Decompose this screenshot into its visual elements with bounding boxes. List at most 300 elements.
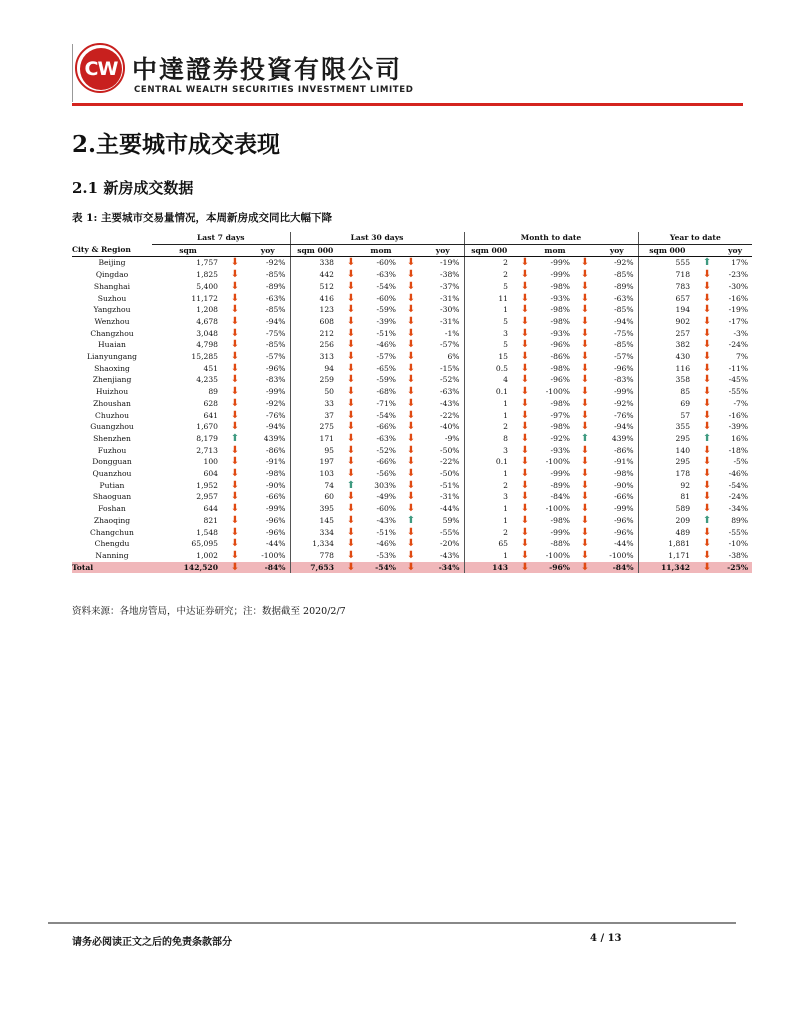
cell-mtd-mom: -86%: [550, 352, 570, 362]
cell-ytd-sqm: 382: [675, 340, 691, 350]
cell-l7-sqm: 2,957: [196, 492, 218, 502]
cell-mtd-yoy: 439%: [596, 433, 638, 445]
arrow-down-icon: ⬇: [520, 339, 530, 351]
cell-l30-mom: -60%: [376, 293, 396, 303]
cell-l30-mom: -71%: [376, 398, 396, 408]
cell-l30-mom: -52%: [376, 445, 396, 455]
cell-l30-sqm: 94: [324, 363, 334, 373]
arrow-up-icon: ⬆: [230, 432, 240, 444]
arrow-down-icon: ⬇: [580, 503, 590, 515]
table-row: [72, 293, 752, 305]
arrow-down-icon: ⬇: [406, 409, 416, 421]
cell-l7-sqm: 641: [203, 410, 218, 420]
cell-mtd-sqm: 3: [503, 492, 508, 502]
arrow-down-icon: ⬇: [520, 292, 530, 304]
cell-mtd-sqm: 2: [503, 270, 508, 280]
cell-l30-yoy: -22%: [422, 410, 464, 422]
cell-mtd-sqm: 2: [503, 258, 508, 268]
cell-mtd-yoy: -92%: [596, 257, 638, 269]
cell-mtd-sqm: 1: [503, 550, 508, 560]
cell-mtd-sqm: 5: [503, 316, 508, 326]
cell-ytd-yoy: -16%: [728, 293, 749, 303]
arrow-down-icon: ⬇: [230, 468, 240, 480]
arrow-down-icon: ⬇: [346, 292, 356, 304]
arrow-down-icon: ⬇: [406, 327, 416, 339]
arrow-down-icon: ⬇: [230, 479, 240, 491]
cell-mtd-mom: -89%: [550, 480, 570, 490]
cell-l7-sqm: 628: [203, 398, 218, 408]
cell-ytd-yoy: -55%: [728, 527, 749, 537]
arrow-down-icon: ⬇: [346, 432, 356, 444]
cell-l30-yoy: -55%: [422, 527, 464, 539]
arrow-down-icon: ⬇: [520, 386, 530, 398]
arrow-down-icon: ⬇: [580, 549, 590, 561]
cell-l30-sqm: 33: [324, 398, 334, 408]
cell-l7-sqm: 65,095: [191, 539, 218, 549]
arrow-down-icon: ⬇: [406, 491, 416, 503]
header-rule: [72, 103, 743, 106]
arrow-down-icon: ⬇: [520, 257, 530, 269]
table-row: [72, 281, 752, 293]
cell-ytd-sqm: 902: [675, 316, 691, 326]
group-header-last-7-days: Last 7 days: [152, 232, 290, 244]
table-row: [72, 503, 752, 515]
company-name-en: CENTRAL WEALTH SECURITIES INVESTMENT LIMITED: [134, 85, 414, 95]
arrow-down-icon: ⬇: [580, 526, 590, 538]
cell-l30-mom: -46%: [376, 539, 396, 549]
cell-ytd-sqm: 489: [675, 527, 691, 537]
table-row: [72, 257, 752, 269]
cell-ytd-sqm: 140: [675, 445, 691, 455]
arrow-down-icon: ⬇: [340, 562, 362, 574]
cell-l30-sqm: 50: [324, 387, 334, 397]
arrow-down-icon: ⬇: [406, 479, 416, 491]
header-l30-yoy: yoy: [422, 244, 464, 257]
cell-l30-yoy: -22%: [422, 456, 464, 468]
table-row: [72, 550, 752, 562]
cell-l7-yoy: -83%: [246, 374, 290, 386]
cell-mtd-mom: -93%: [550, 293, 570, 303]
cell-l7-yoy: -91%: [246, 456, 290, 468]
cell-mtd-mom: -99%: [550, 469, 570, 479]
cell-mtd-mom: -99%: [550, 270, 570, 280]
cell-ytd-yoy: -46%: [728, 469, 749, 479]
arrow-down-icon: ⬇: [406, 351, 416, 363]
cell-mtd-yoy: -91%: [596, 456, 638, 468]
cell-l30-mom: -59%: [376, 375, 396, 385]
header-l7-sqm: sqm: [152, 244, 224, 257]
cell-l30-sqm: 778: [319, 550, 334, 560]
cell-mtd-sqm: 11: [498, 293, 508, 303]
arrow-down-icon: ⬇: [230, 386, 240, 398]
cell-mtd-yoy: -98%: [596, 468, 638, 480]
cell-l7-sqm: 4,798: [196, 340, 218, 350]
arrow-down-icon: ⬇: [406, 386, 416, 398]
cell-mtd-mom: -100%: [545, 457, 570, 467]
cell-ytd-sqm: 178: [675, 469, 691, 479]
arrow-down-icon: ⬇: [580, 315, 590, 327]
cell-ytd-sqm: 257: [675, 328, 691, 338]
cell-ytd-yoy: -39%: [728, 422, 749, 432]
header-divider: [72, 44, 73, 102]
group-header-last-30-days: Last 30 days: [290, 232, 464, 244]
arrow-down-icon: ⬇: [406, 421, 416, 433]
arrow-down-icon: ⬇: [406, 549, 416, 561]
arrow-down-icon: ⬇: [406, 456, 416, 468]
company-logo: CW: [80, 48, 122, 90]
cell-mtd-mom: -99%: [550, 527, 570, 537]
cell-mtd-mom: -93%: [550, 328, 570, 338]
arrow-down-icon: ⬇: [580, 421, 590, 433]
cell-l30-yoy: -50%: [422, 468, 464, 480]
table-sub-header: [72, 244, 752, 257]
table-row: [72, 480, 752, 492]
cell-l30-sqm: 74: [324, 480, 334, 490]
arrow-down-icon: ⬇: [702, 526, 712, 538]
cell-ytd-yoy: -25%: [718, 562, 752, 574]
cell-mtd-sqm: 5: [503, 340, 508, 350]
arrow-down-icon: ⬇: [346, 315, 356, 327]
cell-mtd-yoy: -100%: [596, 550, 638, 562]
cell-l7-yoy: -57%: [246, 351, 290, 363]
cell-l7-sqm: 451: [203, 363, 218, 373]
arrow-down-icon: ⬇: [406, 315, 416, 327]
cell-mtd-yoy: -99%: [596, 503, 638, 515]
section-title: 2.主要城市成交表现: [72, 131, 281, 158]
cell-ytd-yoy: -19%: [728, 305, 749, 315]
cell-l7-sqm: 1,208: [196, 305, 218, 315]
arrow-down-icon: ⬇: [580, 374, 590, 386]
cell-ytd-sqm: 116: [675, 363, 691, 373]
cell-l7-yoy: 439%: [246, 433, 290, 445]
cell-ytd-yoy: -23%: [728, 270, 749, 280]
arrow-down-icon: ⬇: [514, 562, 536, 574]
cell-l30-yoy: -43%: [422, 398, 464, 410]
arrow-down-icon: ⬇: [520, 456, 530, 468]
cell-l7-yoy: -85%: [246, 339, 290, 351]
cell-l30-sqm: 1,334: [312, 539, 334, 549]
cell-l30-sqm: 123: [319, 305, 334, 315]
arrow-down-icon: ⬇: [580, 351, 590, 363]
arrow-down-icon: ⬇: [520, 479, 530, 491]
arrow-down-icon: ⬇: [702, 374, 712, 386]
arrow-down-icon: ⬇: [702, 339, 712, 351]
city-name: Qingdao: [95, 270, 129, 280]
cell-l30-yoy: -31%: [422, 491, 464, 503]
cell-l30-sqm: 442: [319, 270, 334, 280]
cell-l30-sqm: 395: [319, 504, 334, 514]
arrow-down-icon: ⬇: [520, 538, 530, 550]
arrow-down-icon: ⬇: [230, 526, 240, 538]
cell-l7-yoy: -90%: [246, 480, 290, 492]
arrow-down-icon: ⬇: [580, 362, 590, 374]
cell-l30-sqm: 103: [319, 469, 334, 479]
arrow-down-icon: ⬇: [230, 327, 240, 339]
header-ytd-sqm: sqm 000: [638, 244, 696, 257]
cell-mtd-sqm: 2: [503, 480, 508, 490]
cell-l7-yoy: -96%: [246, 527, 290, 539]
cell-mtd-sqm: 0.1: [495, 387, 508, 397]
cell-l30-sqm: 171: [319, 433, 334, 443]
cell-ytd-sqm: 295: [675, 433, 691, 443]
cell-ytd-yoy: -5%: [733, 457, 749, 467]
arrow-down-icon: ⬇: [346, 444, 356, 456]
arrow-down-icon: ⬇: [580, 444, 590, 456]
cell-ytd-yoy: -3%: [733, 328, 749, 338]
cell-ytd-yoy: -17%: [728, 316, 749, 326]
city-name: Zhenjiang: [92, 375, 132, 385]
cell-mtd-sqm: 4: [503, 375, 508, 385]
cell-ytd-sqm: 1,881: [668, 539, 691, 549]
cell-mtd-mom: -97%: [550, 410, 570, 420]
cell-ytd-sqm: 295: [675, 457, 691, 467]
arrow-down-icon: ⬇: [702, 491, 712, 503]
table-row: [72, 374, 752, 386]
cell-mtd-sqm: 1: [503, 398, 508, 408]
cell-l7-sqm: 644: [203, 504, 218, 514]
table-row: [72, 421, 752, 433]
cell-l7-yoy: -96%: [246, 515, 290, 527]
cell-mtd-mom: -98%: [550, 398, 570, 408]
cell-mtd-yoy: -86%: [596, 445, 638, 457]
cell-l7-sqm: 142,520: [152, 562, 224, 574]
cell-l30-mom: -66%: [376, 422, 396, 432]
cell-mtd-yoy: -92%: [596, 398, 638, 410]
cell-l7-yoy: -84%: [246, 562, 290, 574]
arrow-down-icon: ⬇: [580, 409, 590, 421]
cell-mtd-sqm: 0.1: [495, 457, 508, 467]
arrow-down-icon: ⬇: [346, 538, 356, 550]
arrow-down-icon: ⬇: [400, 562, 422, 574]
cell-l30-yoy: -19%: [422, 257, 464, 269]
arrow-down-icon: ⬇: [580, 538, 590, 550]
cell-ytd-sqm: 69: [680, 398, 691, 408]
cell-l30-mom: -60%: [376, 504, 396, 514]
cell-l30-sqm: 145: [319, 515, 334, 525]
city-name: Huizhou: [95, 387, 129, 397]
cell-ytd-yoy: -24%: [728, 492, 749, 502]
arrow-down-icon: ⬇: [702, 397, 712, 409]
header-mtd-mom: mom: [536, 244, 574, 257]
cell-l30-yoy: -43%: [422, 550, 464, 562]
cell-mtd-yoy: -76%: [596, 410, 638, 422]
arrow-down-icon: ⬇: [580, 456, 590, 468]
arrow-down-icon: ⬇: [346, 374, 356, 386]
cell-ytd-yoy: -24%: [728, 340, 749, 350]
table-row: [72, 328, 752, 340]
arrow-down-icon: ⬇: [702, 549, 712, 561]
cell-mtd-yoy: -89%: [596, 281, 638, 293]
header-mtd-sqm: sqm 000: [464, 244, 514, 257]
cell-ytd-yoy: 89%: [731, 515, 749, 525]
cell-l30-mom: -60%: [376, 258, 396, 268]
arrow-up-icon: ⬆: [406, 514, 416, 526]
arrow-down-icon: ⬇: [230, 444, 240, 456]
cell-l30-mom: -43%: [376, 515, 396, 525]
arrow-down-icon: ⬇: [702, 444, 712, 456]
cell-l7-yoy: -92%: [246, 257, 290, 269]
arrow-down-icon: ⬇: [346, 549, 356, 561]
arrow-down-icon: ⬇: [520, 397, 530, 409]
cell-l30-yoy: -30%: [422, 304, 464, 316]
cell-mtd-sqm: 1: [503, 515, 508, 525]
cell-mtd-yoy: -96%: [596, 527, 638, 539]
cell-l7-sqm: 5,400: [196, 281, 218, 291]
arrow-down-icon: ⬇: [406, 538, 416, 550]
arrow-down-icon: ⬇: [406, 362, 416, 374]
arrow-down-icon: ⬇: [520, 491, 530, 503]
cell-l7-sqm: 2,713: [196, 445, 218, 455]
arrow-down-icon: ⬇: [406, 526, 416, 538]
arrow-down-icon: ⬇: [580, 397, 590, 409]
city-name: Changzhou: [90, 328, 134, 338]
table-row: [72, 316, 752, 328]
arrow-down-icon: ⬇: [346, 269, 356, 281]
arrow-down-icon: ⬇: [580, 257, 590, 269]
arrow-down-icon: ⬇: [406, 304, 416, 316]
cell-ytd-yoy: -11%: [728, 363, 749, 373]
cell-mtd-mom: -98%: [550, 515, 570, 525]
arrow-down-icon: ⬇: [406, 444, 416, 456]
cell-l7-yoy: -98%: [246, 468, 290, 480]
arrow-down-icon: ⬇: [230, 491, 240, 503]
cell-ytd-sqm: 81: [680, 492, 691, 502]
arrow-down-icon: ⬇: [520, 514, 530, 526]
cell-ytd-yoy: -38%: [728, 550, 749, 560]
cell-l30-yoy: -15%: [422, 363, 464, 375]
cell-l30-yoy: -44%: [422, 503, 464, 515]
arrow-down-icon: ⬇: [230, 409, 240, 421]
arrow-down-icon: ⬇: [406, 432, 416, 444]
table-row: [72, 515, 752, 527]
cell-l30-yoy: -52%: [422, 374, 464, 386]
arrow-up-icon: ⬆: [702, 432, 712, 444]
arrow-up-icon: ⬆: [702, 514, 712, 526]
cell-l30-sqm: 275: [319, 422, 334, 432]
arrow-down-icon: ⬇: [230, 257, 240, 269]
city-name: Chuzhou: [95, 410, 129, 420]
cell-l30-mom: -54%: [362, 562, 400, 574]
cell-ytd-yoy: 7%: [736, 352, 749, 362]
cell-l7-yoy: -94%: [246, 421, 290, 433]
arrow-down-icon: ⬇: [346, 503, 356, 515]
cell-mtd-yoy: -99%: [596, 386, 638, 398]
arrow-down-icon: ⬇: [580, 386, 590, 398]
arrow-down-icon: ⬇: [520, 409, 530, 421]
cell-mtd-yoy: -63%: [596, 293, 638, 305]
city-name: Lianyungang: [86, 352, 138, 362]
cell-l30-mom: -49%: [376, 492, 396, 502]
cell-l30-yoy: -38%: [422, 269, 464, 281]
arrow-down-icon: ⬇: [520, 351, 530, 363]
city-name: Suzhou: [97, 293, 127, 303]
cell-l30-yoy: 6%: [422, 351, 464, 363]
cell-mtd-sqm: 3: [503, 445, 508, 455]
cell-l7-yoy: -85%: [246, 304, 290, 316]
table-row: [72, 410, 752, 422]
cell-l30-sqm: 338: [319, 258, 334, 268]
cell-mtd-sqm: 65: [498, 539, 508, 549]
cell-mtd-yoy: -94%: [596, 421, 638, 433]
arrow-down-icon: ⬇: [230, 538, 240, 550]
table-total-row: [72, 562, 752, 574]
cell-ytd-sqm: 783: [675, 281, 691, 291]
cell-ytd-sqm: 92: [680, 480, 691, 490]
cell-l7-yoy: -44%: [246, 538, 290, 550]
cell-mtd-yoy: -96%: [596, 363, 638, 375]
cell-ytd-yoy: -7%: [733, 398, 749, 408]
city-name: Changchun: [90, 527, 134, 537]
cell-ytd-yoy: 17%: [731, 258, 749, 268]
cell-mtd-sqm: 15: [498, 352, 508, 362]
arrow-down-icon: ⬇: [520, 327, 530, 339]
cell-mtd-sqm: 143: [464, 562, 514, 574]
cell-l7-yoy: -99%: [246, 503, 290, 515]
table-row: [72, 538, 752, 550]
source-note: 资料来源：各地房管局，中达证券研究；注：数据截至 2020/2/7: [72, 606, 346, 617]
arrow-down-icon: ⬇: [346, 514, 356, 526]
arrow-down-icon: ⬇: [702, 386, 712, 398]
page-number: 4 / 13: [590, 933, 622, 944]
cell-ytd-yoy: -18%: [728, 445, 749, 455]
cell-l30-yoy: -40%: [422, 421, 464, 433]
cell-l30-yoy: -57%: [422, 339, 464, 351]
cell-mtd-mom: -98%: [550, 305, 570, 315]
subsection-title: 2.1 新房成交数据: [72, 179, 194, 197]
arrow-down-icon: ⬇: [702, 456, 712, 468]
cell-l7-sqm: 15,285: [191, 352, 218, 362]
arrow-down-icon: ⬇: [346, 456, 356, 468]
cell-l30-yoy: -63%: [422, 386, 464, 398]
cell-mtd-sqm: 1: [503, 504, 508, 514]
arrow-down-icon: ⬇: [520, 362, 530, 374]
arrow-down-icon: ⬇: [346, 468, 356, 480]
cell-mtd-sqm: 0.5: [495, 363, 508, 373]
table-row: [72, 398, 752, 410]
arrow-down-icon: ⬇: [580, 491, 590, 503]
cell-l7-yoy: -86%: [246, 445, 290, 457]
cell-l30-mom: -54%: [376, 410, 396, 420]
header-l30-sqm: sqm 000: [290, 244, 340, 257]
table-row: [72, 468, 752, 480]
cell-l30-mom: -51%: [376, 328, 396, 338]
cell-l30-mom: -54%: [376, 281, 396, 291]
arrow-down-icon: ⬇: [696, 562, 718, 574]
city-name: Dongguan: [92, 457, 132, 467]
arrow-down-icon: ⬇: [702, 409, 712, 421]
cell-l30-sqm: 608: [319, 316, 334, 326]
city-name: Nanning: [95, 550, 129, 560]
city-name: Shanghai: [93, 281, 131, 291]
cell-l7-sqm: 821: [203, 515, 218, 525]
arrow-down-icon: ⬇: [520, 526, 530, 538]
cell-ytd-yoy: -54%: [728, 480, 749, 490]
cell-mtd-mom: -98%: [550, 363, 570, 373]
cell-l30-mom: -63%: [376, 433, 396, 443]
cell-mtd-mom: -98%: [550, 316, 570, 326]
arrow-down-icon: ⬇: [520, 304, 530, 316]
city-name: Yangzhou: [93, 305, 131, 315]
cell-l30-mom: -57%: [376, 352, 396, 362]
cell-mtd-sqm: 3: [503, 328, 508, 338]
cell-l7-yoy: -76%: [246, 410, 290, 422]
arrow-down-icon: ⬇: [580, 479, 590, 491]
arrow-down-icon: ⬇: [406, 374, 416, 386]
arrow-down-icon: ⬇: [406, 269, 416, 281]
table-row: [72, 269, 752, 281]
cell-l30-yoy: -51%: [422, 480, 464, 492]
cell-ytd-sqm: 657: [675, 293, 691, 303]
